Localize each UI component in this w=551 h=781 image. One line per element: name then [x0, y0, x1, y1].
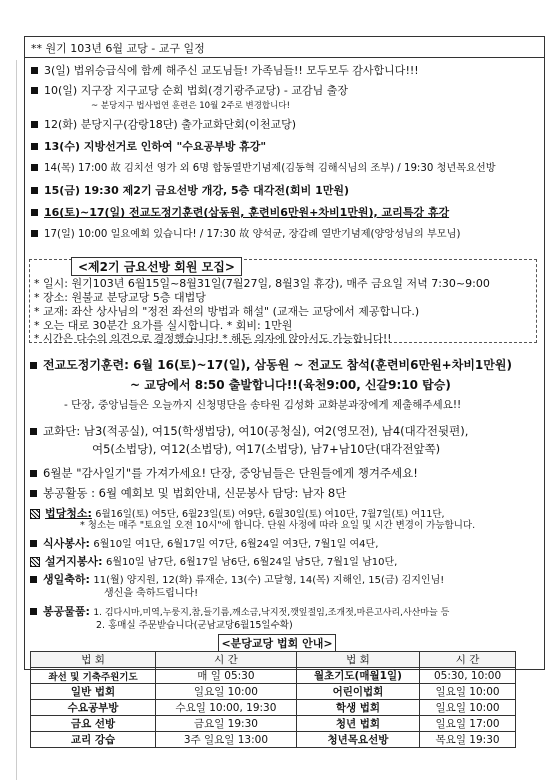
- event-item: [31, 63, 419, 78]
- bullet-icon: [31, 187, 38, 194]
- table-cell: 교리 강습: [31, 732, 156, 748]
- event-item: [31, 205, 449, 220]
- birthday-label: 생일축하:: [43, 573, 90, 586]
- table-header-row: [31, 652, 516, 668]
- table-cell: 청년목요선방: [296, 732, 419, 748]
- bullet-icon: [31, 87, 38, 94]
- schedule-title: <분당교당 법회 안내>: [218, 634, 336, 652]
- event-text: 12(화) 분당지구(감랑18단) 출가교화단회(이천교당): [44, 118, 297, 131]
- event-item: [31, 161, 496, 176]
- recruit-line: * 시간은 다수의 의견으로 결정했습니다! * 해돈 의자에 앉아서도 가능합니다!!: [34, 333, 392, 345]
- table-cell: 일요일 10:00: [420, 700, 516, 716]
- training-text: 전교도정기훈련: 6월 16(토)~17(일), 삼동원 ~ 전교도 참석(훈련비6만원+차비1만원): [43, 358, 512, 372]
- table-cell: 좌선 및 기축주원기도: [31, 668, 156, 684]
- event-text: 3(일) 법위승급식에 함께 해주신 교도님들! 가족님들!! 모두모두 감사합니다!!!: [44, 64, 419, 77]
- divider: [25, 57, 544, 58]
- bullet-icon: [31, 67, 38, 74]
- training-line: [30, 358, 512, 373]
- event-text: 13(수) 지방선거로 인하여 "수요공부방 휴강": [44, 140, 267, 153]
- gratitude-line: [30, 466, 418, 481]
- group-line-2: 여5(소법당), 여12(소법당), 여17(소법당), 남7+남10단(대각전앞쪽): [92, 442, 441, 456]
- table-row: [31, 668, 516, 684]
- cleaning-note: * 청소는 매주 "토요일 오전 10시"에 합니다. 단원 사정에 따라 요일 및 시간 변경이 가능합니다.: [80, 520, 476, 531]
- recruit-line: * 교재: 좌산 상사님의 "정전 좌선의 방법과 해설" (교재는 교당에서 제공합니다.): [34, 305, 420, 318]
- table-cell: 청년 법회: [296, 716, 419, 732]
- event-subnote: ~ 분당지구 법사법연 훈련은 10월 2주로 변경합니다!: [91, 101, 290, 111]
- meal-text: 6월10일 여1단, 6월17일 여7단, 6월24일 여3단, 7월1일 여4단,: [93, 539, 379, 550]
- hatch-icon: [30, 557, 40, 567]
- meal-label: 식사봉사:: [43, 537, 90, 550]
- birthday-text: 11(월) 양지원, 12(화) 류재순, 13(수) 고달형, 14(목) 지해인, 15(금) 김지인님!: [93, 575, 445, 586]
- event-item: [31, 227, 460, 242]
- bullet-icon: [31, 230, 38, 237]
- recruit-line: * 장소: 원불교 분당교당 5층 대법당: [34, 291, 206, 304]
- training-note: - 단장, 중앙님들은 오늘까지 신청명단을 송타원 김성화 교화분과장에게 제출해주세요!!: [64, 399, 462, 411]
- training-subline: ~ 교당에서 8:50 출발합니다!!(육천9:00, 신갈9:10 탑승): [130, 378, 451, 392]
- table-row: [31, 684, 516, 700]
- bullet-icon: [31, 121, 38, 128]
- recruit-line: * 오는 대로 30분간 요가를 실시합니다. * 회비: 1만원: [34, 319, 293, 332]
- bullet-icon: [31, 143, 38, 150]
- table-cell: 일요일 17:00: [420, 716, 516, 732]
- table-cell: 학생 법회: [296, 700, 419, 716]
- event-text: 14(목) 17:00 故 김치선 영가 외 6명 합동열반기념제(김동혁 김해식님의 조부) / 19:30 청년목요선방: [44, 163, 496, 174]
- table-row: [31, 716, 516, 732]
- table-row: [31, 700, 516, 716]
- header-line: ** 원기 103년 6월 교당 - 교구 일정: [31, 42, 205, 55]
- table-cell: 목요일 19:30: [420, 732, 516, 748]
- bullet-icon: [31, 164, 38, 171]
- bullet-icon: [30, 362, 37, 369]
- event-item: [31, 183, 349, 198]
- group-line: [30, 424, 468, 439]
- table-cell: 수요일 10:00, 19:30: [156, 700, 297, 716]
- cleaning-label: 법당청소:: [45, 507, 92, 520]
- recruit-title: <제2기 금요선방 회원 모집>: [71, 257, 242, 276]
- table-row: [31, 732, 516, 748]
- table-cell: 일요일 10:00: [156, 684, 297, 700]
- event-text: 15(금) 19:30 제2기 금요선방 개강, 5층 대각전(회비 1만원): [44, 184, 350, 197]
- event-text: 10(일) 지구장 지구교당 순회 법회(경기광주교당) - 교감님 출장: [44, 84, 349, 97]
- table-cell: 월초기도(매월1일): [296, 668, 419, 684]
- goods-text: 1. 김다시마,미역,누룽지,참,들기름,깨소금,낙지젓,깻잎절임,조개젓,마른고사리,사산마늘 등: [93, 608, 450, 618]
- meal-line: [30, 536, 378, 552]
- service-line: [30, 486, 346, 501]
- event-text: 16(토)~17(일) 전교도정기훈련(삼동원, 훈련비6만원+차비1만원), 교리특강 휴강: [44, 206, 450, 219]
- table-cell: 일요일 10:00: [420, 684, 516, 700]
- event-item: [31, 139, 266, 154]
- goods-label: 봉공물품:: [43, 605, 90, 618]
- event-item: [31, 83, 348, 98]
- event-item: [31, 117, 296, 132]
- event-text: 17(일) 10:00 일요예회 있습니다! / 17:30 故 양석균, 장갑례 열반기념제(양앙성님의 부모님): [44, 229, 461, 240]
- recruit-line: * 일시: 원기103년 6월15일~8월31일(7월27일, 8월3일 휴강), 매주 금요일 저녁 7:30~9:00: [34, 277, 490, 290]
- dish-line: [30, 554, 397, 570]
- cleaning-text: 6월16일(토) 여5단, 6월23일(토) 여9단, 6월30일(토) 여10단, 7월7일(토) 여11단,: [95, 509, 445, 520]
- bullet-icon: [30, 608, 37, 615]
- table-cell: 3주 일요일 13:00: [156, 732, 297, 748]
- bullet-icon: [30, 470, 37, 477]
- bullet-icon: [30, 540, 37, 547]
- service-text: 봉공활동 : 6월 예회보 및 법회안내, 신문봉사 담당: 남자 8단: [43, 486, 347, 500]
- dish-label: 설거지봉사:: [45, 555, 103, 568]
- hatch-icon: [30, 509, 40, 519]
- bullet-icon: [31, 209, 38, 216]
- col-header: 법 회: [31, 652, 156, 668]
- col-header: 시 간: [156, 652, 297, 668]
- birthday-subline: 생신을 축하드립니다!: [104, 588, 199, 599]
- schedule-table: [30, 651, 516, 748]
- table-cell: 05:30, 10:00: [420, 668, 516, 684]
- bullet-icon: [30, 490, 37, 497]
- table-cell: 금요 선방: [31, 716, 156, 732]
- table-cell: 수요공부방: [31, 700, 156, 716]
- dish-text: 6월10일 남7단, 6월17일 남6단, 6월24일 남5단, 7월1일 남10단,: [106, 557, 398, 568]
- birthday-line: [30, 572, 444, 588]
- goods-subline: 2. 홍매실 주문받습니다(군남교당6월15일수확): [96, 620, 293, 631]
- bullet-icon: [30, 576, 37, 583]
- group-text: 교화단: 남3(적공실), 여15(학생법당), 여10(공청실), 여2(영모전), 남4(대각전뒷편),: [43, 424, 469, 438]
- table-cell: 매 일 05:30: [156, 668, 297, 684]
- table-cell: 일반 법회: [31, 684, 156, 700]
- table-cell: 어린이법회: [296, 684, 419, 700]
- bullet-icon: [30, 428, 37, 435]
- page-margin-line: [0, 60, 17, 780]
- gratitude-text: 6월분 "감사일기"를 가져가세요! 단장, 중앙님들은 단원들에게 챙겨주세요!: [43, 466, 418, 480]
- col-header: 법 회: [296, 652, 419, 668]
- table-cell: 금요일 19:30: [156, 716, 297, 732]
- col-header: 시 간: [420, 652, 516, 668]
